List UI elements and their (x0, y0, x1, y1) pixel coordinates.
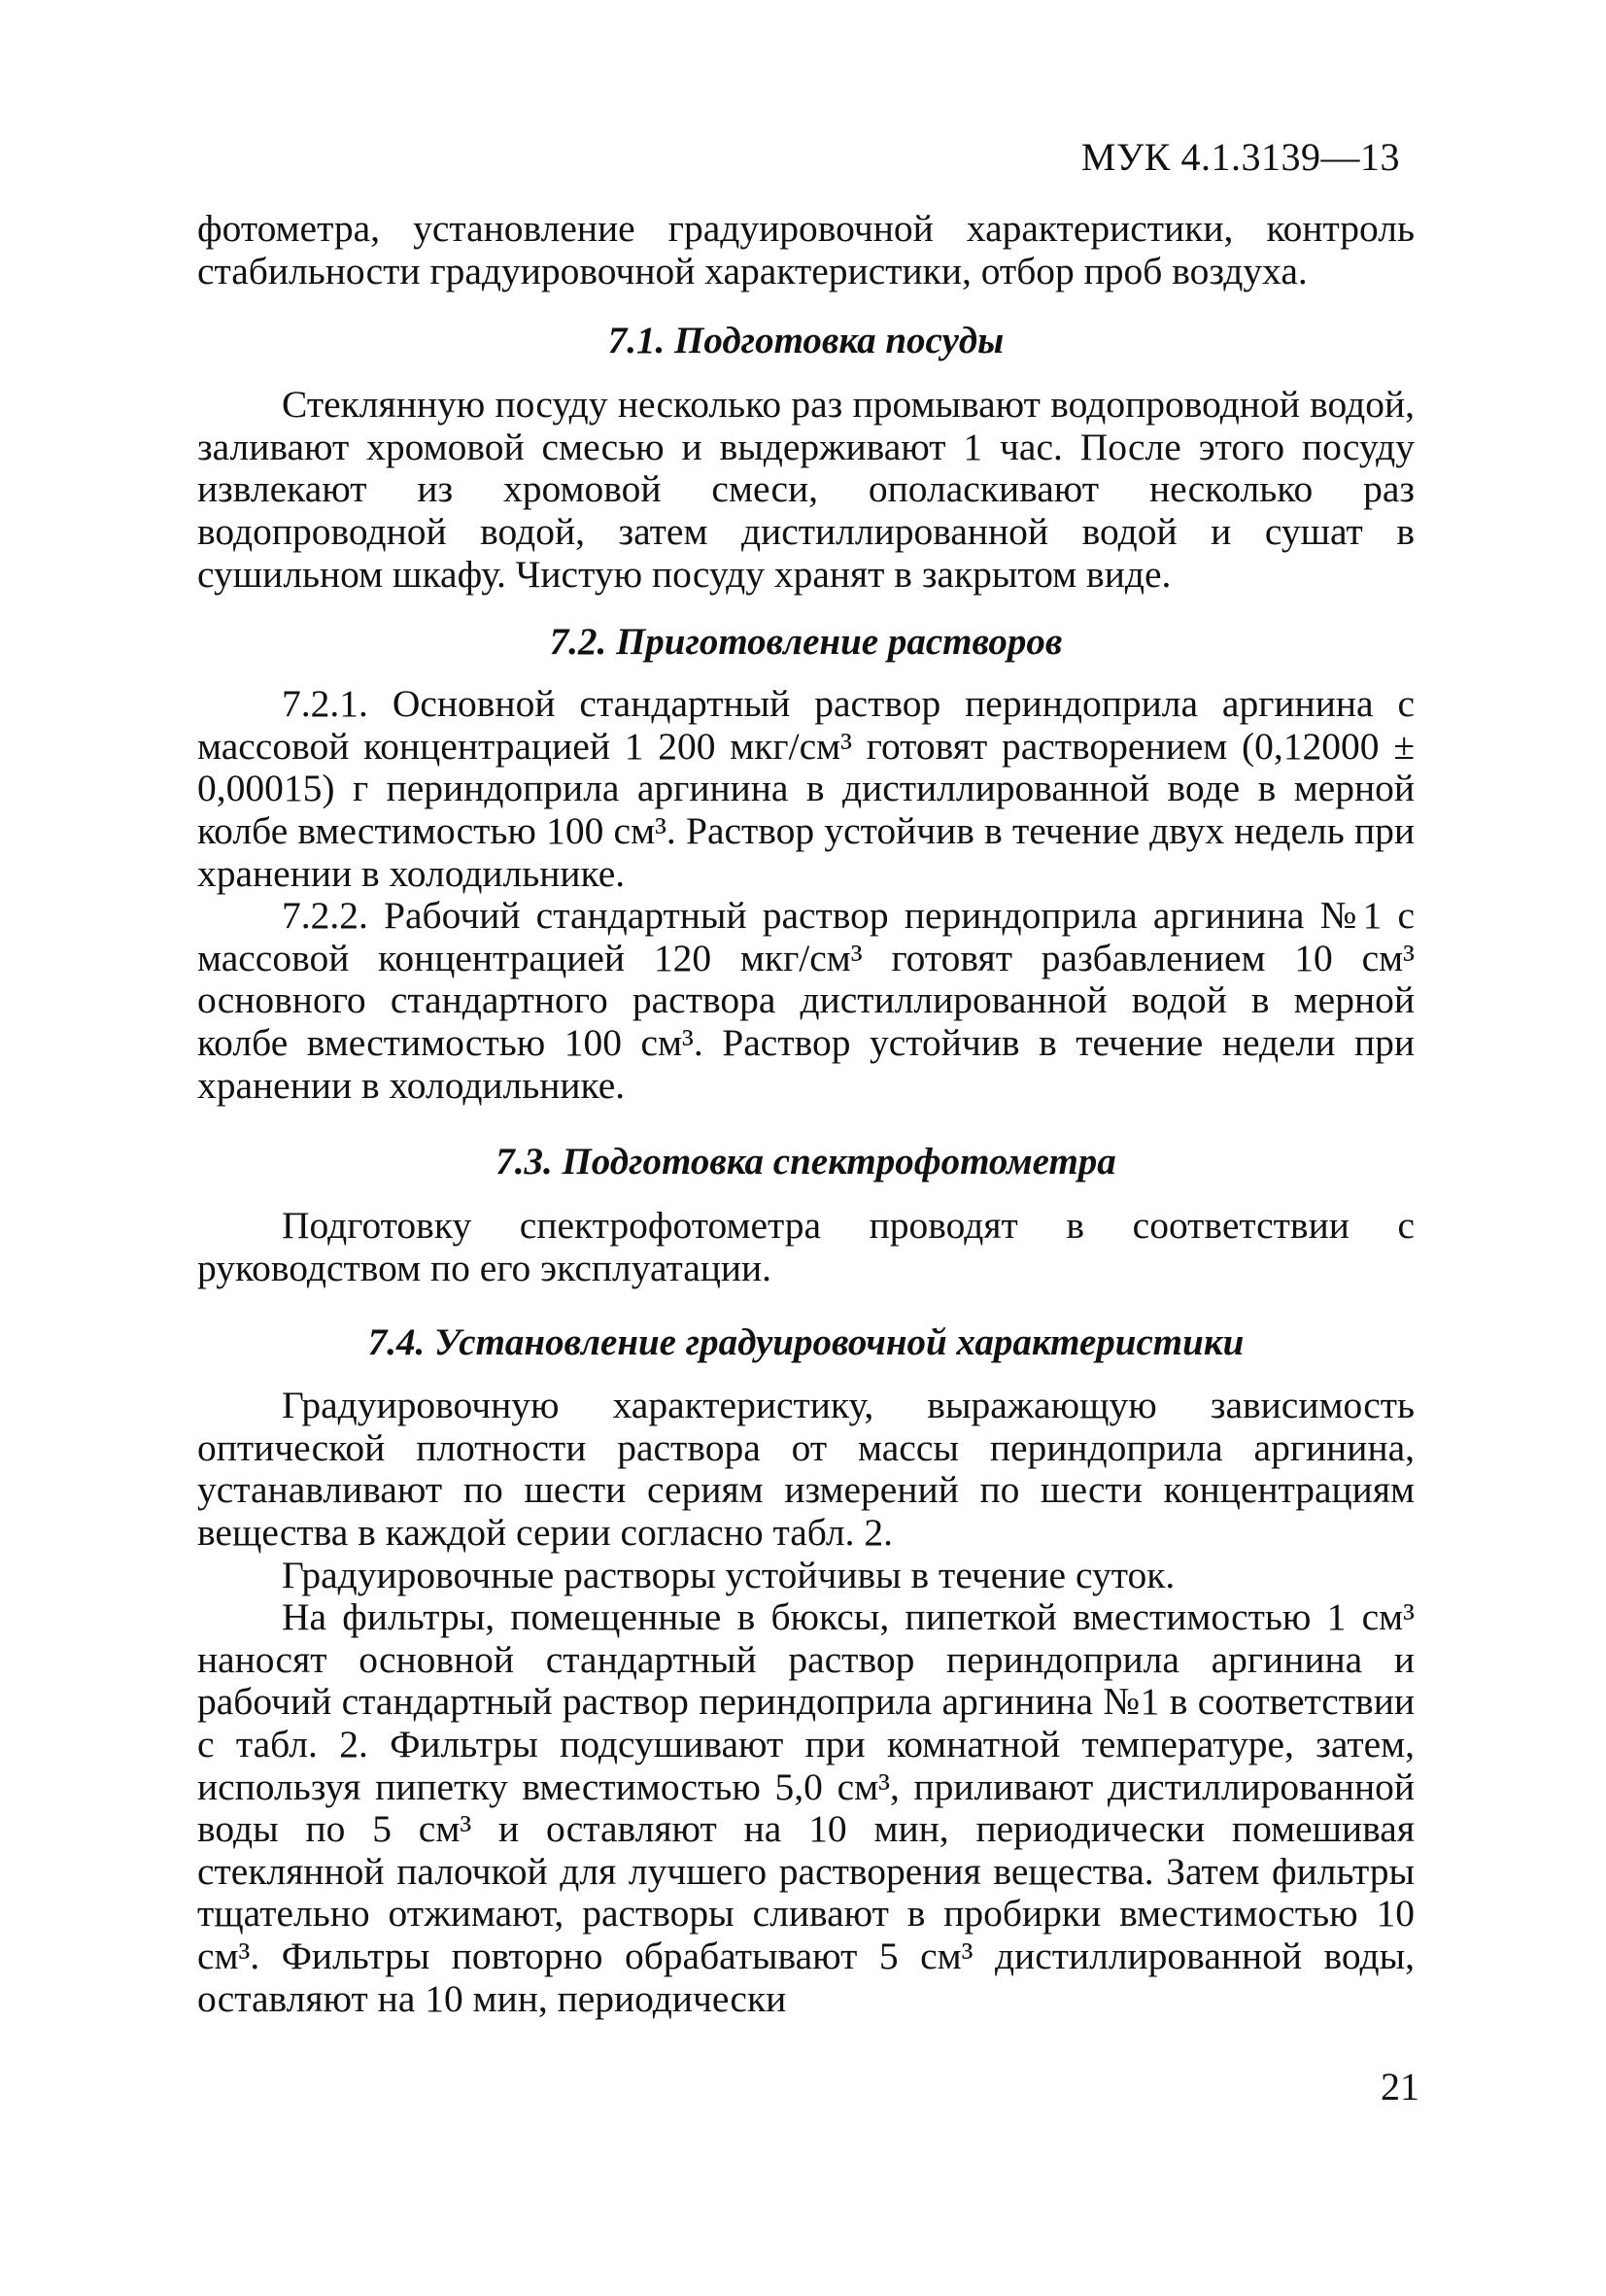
paragraph-7-3: Подготовку спектрофотометра проводят в соответствии с руководством по его эксплуатации. (197, 1204, 1415, 1289)
paragraph-7-2-1: 7.2.1. Основной стандартный раствор периндоприла аргинина с массовой концентрацией 1 200 мкг/см³ готовят растворением (0,12000 ± 0,00015) г периндоприла аргинина в дистиллированной воде в мерной колбе вместимостью 100 см³. Раствор устойчив в течение двух недель при хранении в холодильнике. (197, 682, 1415, 895)
paragraph-7-1: Стеклянную посуду несколько раз промывают водопроводной водой, заливают хромовой смесью и выдерживают 1 час. После этого посуду извлекают из хромовой смеси, ополаскивают несколько раз водопроводной водой, затем дистиллированной водой и сушат в сушильном шкафу. Чистую посуду хранят в закрытом виде. (197, 383, 1415, 596)
section-heading-7-1: 7.1. Подготовка посуды (607, 320, 1005, 362)
paragraph-7-2-2: 7.2.2. Рабочий стандартный раствор периндоприла аргинина №1 с массовой концентрацией 120 мкг/см³ готовят разбавлением 10 см³ основного стандартного раствора дистиллированной водой в мерной колбе вместимостью 100 см³. Раствор устойчив в течение недели при хранении в холодильнике. (197, 894, 1415, 1107)
intro-paragraph: фотометра, установление градуировочной характеристики, контроль стабильности градуировочной характеристики, отбор проб воздуха. (197, 207, 1415, 292)
document-body (197, 208, 1415, 2020)
section-heading-7-4: 7.4. Установление градуировочной характеристики (367, 1321, 1245, 1364)
section-heading-7-2: 7.2. Приготовление растворов (549, 621, 1063, 664)
section-heading-7-3: 7.3. Подготовка спектрофотометра (495, 1141, 1116, 1183)
page-number: 21 (1381, 2065, 1419, 2108)
paragraph-7-4-3: На фильтры, помещенные в бюксы, пипеткой вместимостью 1 см³ наносят основной стандартный раствор периндоприла аргинина и рабочий стандартный раствор периндоприла аргинина №1 в соответствии с табл. 2. Фильтры подсушивают при комнатной температуре, затем, используя пипетку вместимостью 5,0 см³, приливают дистиллированной воды по 5 см³ и оставляют на 10 мин, периодически помешивая стеклянной палочкой для лучшего растворения вещества. Затем фильтры тщательно отжимают, растворы сливают в пробирки вместимостью 10 см³. Фильтры повторно обрабатывают 5 см³ дистиллированной воды, оставляют на 10 мин, периодически (197, 1595, 1415, 2020)
paragraph-7-4-2: Градуировочные растворы устойчивы в течение суток. (282, 1553, 1176, 1596)
document-code: МУК 4.1.3139—13 (1080, 135, 1400, 179)
paragraph-7-4-1: Градуировочную характеристику, выражающую зависимость оптической плотности раствора от массы периндоприла аргинина, устанавливают по шести сериям измерений по шести концентрациям вещества в каждой серии согласно табл. 2. (197, 1384, 1415, 1555)
